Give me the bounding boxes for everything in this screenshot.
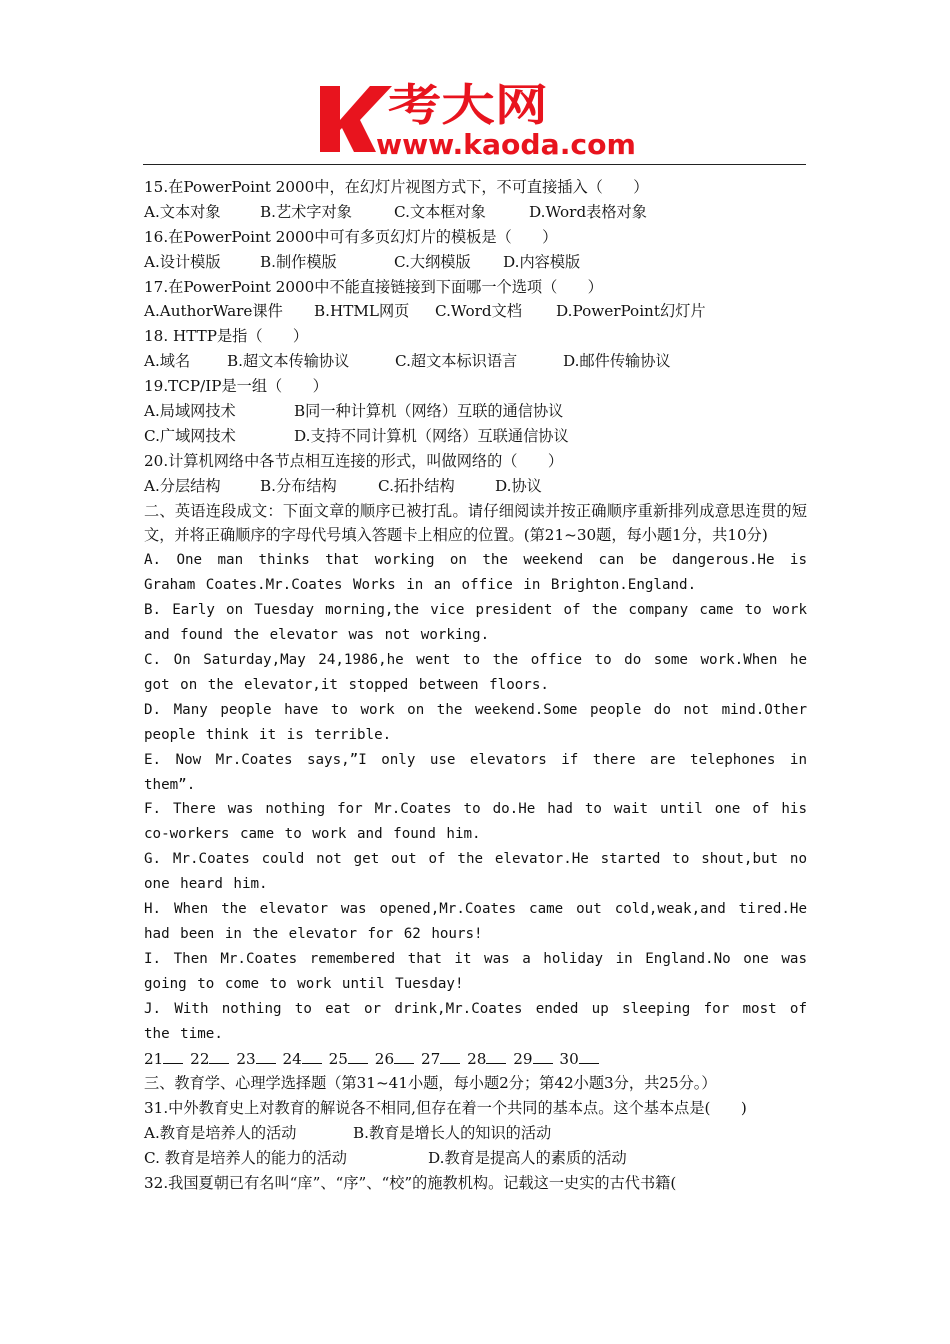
q17-stem: 17.在PowerPoint 2000中不能直接链接到下面哪一个选项（ ） <box>144 277 603 296</box>
q20-option-d: D.协议 <box>495 476 542 495</box>
kaoda-logo <box>318 76 648 160</box>
q31-option-b: B.教育是增长人的知识的活动 <box>353 1124 552 1143</box>
q19-options-ab <box>144 399 807 424</box>
q15-option-b: B.艺术字对象 <box>260 202 352 221</box>
q18-option-a: A.域名 <box>144 352 191 371</box>
q31-stem: 31.中外教育史上对教育的解说各不相同,但存在着一个共同的基本点。这个基本点是( ) <box>144 1099 747 1118</box>
q20-option-c: C.拓扑结构 <box>378 476 455 495</box>
sentence-b: B. Early on Tuesday morning,the vice president of the company came to work and found the elevator was not working. <box>144 602 807 644</box>
section2-heading: 二、英语连段成文：下面文章的顺序已被打乱。请仔细阅读并按正确顺序重新排列成意思连贯的短文，并将正确顺序的字母代号填入答题卡上相应的位置。(第21~30题，每小题1分，共10分) <box>144 501 807 545</box>
q15-option-c: C.文本框对象 <box>394 202 486 221</box>
answer-blank[interactable] <box>163 1047 183 1064</box>
q20-option-a: A.分层结构 <box>144 476 221 495</box>
q19-stem: 19.TCP/IP是一组（ ） <box>144 377 328 396</box>
answer-number: 23 <box>236 1049 256 1068</box>
answer-number: 25 <box>328 1049 348 1068</box>
sentence-i: I. Then Mr.Coates remembered that it was a holiday in England.No one was going to come to work until Tuesday! <box>144 950 807 992</box>
logo-title: 考大网 <box>388 80 548 131</box>
answer-number: 30 <box>559 1049 579 1068</box>
q17-option-b: B.HTML网页 <box>314 302 410 321</box>
logo-url: www.kaoda.com <box>376 128 636 160</box>
answer-number: 29 <box>513 1049 533 1068</box>
q15-options <box>144 200 807 225</box>
q20-option-b: B.分布结构 <box>260 476 337 495</box>
sentence-a: A. One man thinks that working on the weekend can be dangerous.He is Graham Coates.Mr.Coates Works in an office in Brighton.England. <box>144 552 807 594</box>
q17-options <box>144 299 807 324</box>
answer-blank[interactable] <box>302 1047 322 1064</box>
q16-option-b: B.制作模版 <box>260 252 337 271</box>
q19-option-d: D.支持不同计算机（网络）互联通信协议 <box>294 426 569 445</box>
q17-option-d: D.PowerPoint幻灯片 <box>556 302 706 321</box>
q15-option-a: A.文本对象 <box>144 202 221 221</box>
section3-heading: 三、教育学、心理学选择题（第31~41小题，每小题2分；第42小题3分，共25分。） <box>144 1074 717 1093</box>
q18-option-c: C.超文本标识语言 <box>395 352 518 371</box>
q15-stem: 15.在PowerPoint 2000中，在幻灯片视图方式下，不可直接插入（ ） <box>144 178 649 196</box>
q31-option-c: C. 教育是培养人的能力的活动 <box>144 1149 347 1168</box>
q31-options-cd <box>144 1146 807 1171</box>
answer-blanks <box>144 1047 807 1072</box>
answer-blank[interactable] <box>209 1047 229 1064</box>
kaoda-logo-graphic <box>318 76 648 160</box>
q20-options <box>144 474 807 499</box>
answer-blank[interactable] <box>394 1047 414 1064</box>
answer-blank[interactable] <box>440 1047 460 1064</box>
q15-option-d: D.Word表格对象 <box>529 202 647 221</box>
q16-option-d: D.内容模版 <box>503 252 581 271</box>
sentence-g: G. Mr.Coates could not get out of the elevator.He started to shout,but no one heard him. <box>144 851 807 893</box>
answer-blank[interactable] <box>486 1047 506 1064</box>
q20-stem: 20.计算机网络中各节点相互连接的形式，叫做网络的（ ） <box>144 451 564 470</box>
q17-option-a: A.AuthorWare课件 <box>144 302 283 321</box>
q19-option-b: B同一种计算机（网络）互联的通信协议 <box>294 402 564 421</box>
q31-options-ab <box>144 1121 807 1146</box>
q31-option-d: D.教育是提高人的素质的活动 <box>428 1149 627 1168</box>
q19-options-cd <box>144 424 807 449</box>
q32-stem: 32.我国夏朝已有名叫“庠”、“序”、“校”的施教机构。记载这一史实的古代书籍( <box>144 1173 677 1192</box>
answer-blank[interactable] <box>533 1047 553 1064</box>
answer-number: 21 <box>144 1049 164 1068</box>
answer-number: 27 <box>420 1049 441 1068</box>
answer-blank[interactable] <box>579 1047 599 1064</box>
q18-options <box>144 349 807 374</box>
answer-number: 28 <box>467 1049 487 1068</box>
q16-option-c: C.大纲模版 <box>394 252 471 271</box>
q19-option-a: A.局域网技术 <box>144 402 236 421</box>
answer-blank[interactable] <box>348 1047 368 1064</box>
q18-option-d: D.邮件传输协议 <box>563 352 671 371</box>
q19-option-c: C.广域网技术 <box>144 426 236 445</box>
answer-number: 26 <box>374 1049 395 1068</box>
q18-option-b: B.超文本传输协议 <box>227 352 350 371</box>
exam-content <box>144 175 807 1196</box>
q16-stem: 16.在PowerPoint 2000中可有多页幻灯片的模板是（ ） <box>144 227 558 246</box>
sentence-h: H. When the elevator was opened,Mr.Coates came out cold,weak,and tired.He had been in the elevator for 62 hours! <box>144 901 807 942</box>
q18-stem: 18. HTTP是指（ ） <box>144 327 309 346</box>
answer-number: 22 <box>190 1049 210 1068</box>
q16-options <box>144 250 807 275</box>
sentence-d: D. Many people have to work on the weekend.Some people do not mind.Other people think it is terrible. <box>144 701 807 743</box>
sentence-c: C. On Saturday,May 24,1986,he went to the office to do some work.When he got on the elevator,it stopped between floors. <box>144 652 807 693</box>
answer-number: 24 <box>282 1049 302 1068</box>
header-rule <box>143 164 806 165</box>
sentence-f: F. There was nothing for Mr.Coates to do.He had to wait until one of his co-workers came to work and found him. <box>144 801 807 843</box>
sentence-e: E. Now Mr.Coates says,”I only use elevators if there are telephones in them”. <box>144 751 807 793</box>
q31-option-a: A.教育是培养人的活动 <box>144 1124 297 1143</box>
q17-option-c: C.Word文档 <box>435 302 522 321</box>
q16-option-a: A.设计模版 <box>144 252 221 271</box>
answer-blank[interactable] <box>256 1047 276 1064</box>
sentence-j: J. With nothing to eat or drink,Mr.Coates ended up sleeping for most of the time. <box>144 1000 807 1042</box>
